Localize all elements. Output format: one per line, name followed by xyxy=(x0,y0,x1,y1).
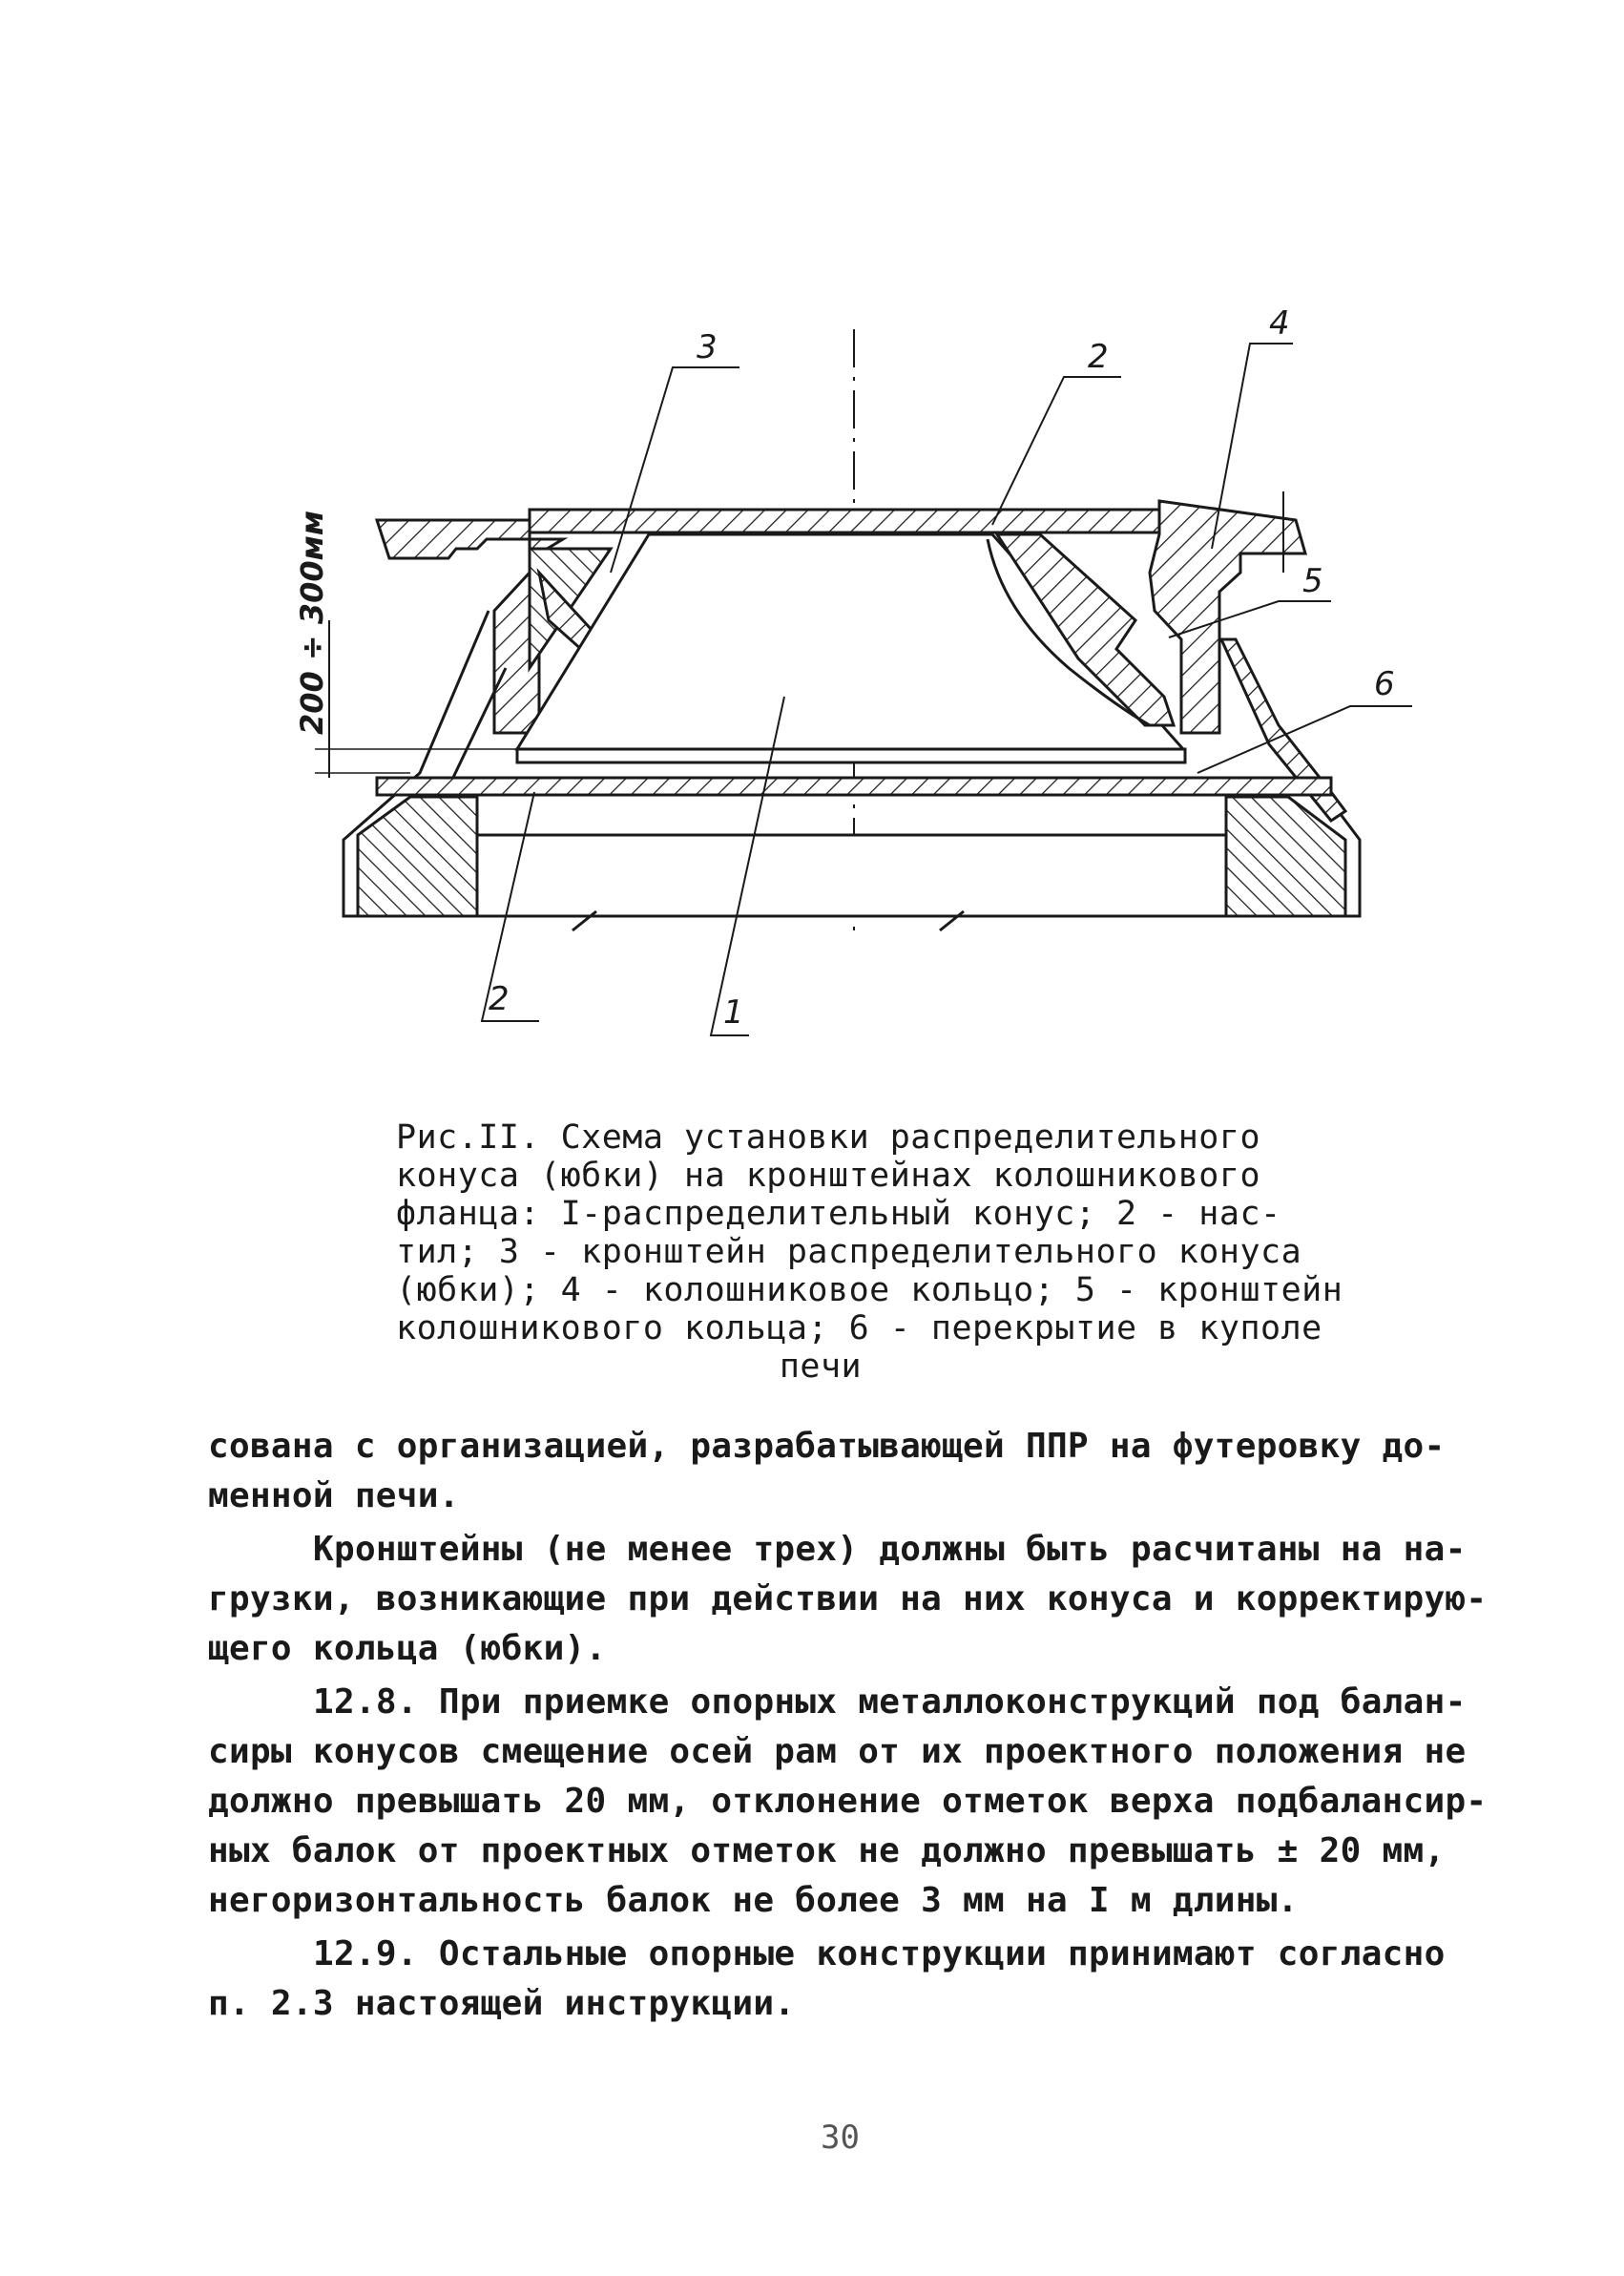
caption-line: фланца: I-распределительный конус; 2 - нас- xyxy=(396,1195,1281,1233)
callout-4: 4 xyxy=(1269,304,1290,343)
figure-caption xyxy=(396,1118,1360,1386)
body-line: сована с организацией, разрабатывающей ППР на футеровку до- xyxy=(208,1427,1446,1466)
page-number: 30 xyxy=(821,2119,860,2157)
ring-gap xyxy=(477,835,1226,916)
cone-base-plate xyxy=(517,749,1185,762)
callout-2-bottom: 2 xyxy=(489,980,510,1018)
deck-plate-lower xyxy=(377,778,1331,795)
callout-6: 6 xyxy=(1374,665,1395,703)
body-line: менной печи. xyxy=(208,1476,460,1515)
callout-3: 3 xyxy=(697,328,718,366)
body-line: сиры конусов смещение осей рам от их проектного положения не xyxy=(208,1732,1467,1771)
body-line: негоризонтальность балок не более 3 мм на I м длины. xyxy=(208,1881,1299,1920)
body-line: грузки, возникающие при действии на них конуса и корректирую- xyxy=(208,1579,1488,1618)
ring-left xyxy=(358,797,477,916)
top-flange-right xyxy=(1150,501,1305,733)
dimension-label: 200 ÷ 300мм xyxy=(294,511,330,735)
callout-2-top: 2 xyxy=(1088,338,1109,376)
caption-line: Рис.II. Схема установки распределительного xyxy=(396,1118,1261,1157)
caption-line: (юбки); 4 - колошниковое кольцо; 5 - кронштейн xyxy=(396,1271,1343,1309)
body-line: ных балок от проектных отметок не должно превышать ± 20 мм, xyxy=(208,1831,1446,1870)
caption-line: конуса (юбки) на кронштейнах колошникового xyxy=(396,1157,1261,1195)
body-text xyxy=(208,1422,1488,2029)
body-line: п. 2.3 настоящей инструкции. xyxy=(208,1984,796,2023)
callout-1: 1 xyxy=(723,993,744,1032)
body-line: должно превышать 20 мм, отклонение отметок верха подбалансир- xyxy=(208,1782,1488,1821)
caption-line: колошникового кольца; 6 - перекрытие в куполе xyxy=(396,1309,1322,1347)
body-line: 12.9. Остальные опорные конструкции принимают согласно xyxy=(313,1934,1446,1973)
body-line: 12.8. При приемке опорных металлоконструкций под балан- xyxy=(313,1682,1467,1722)
body-line: Кронштейны (не менее трех) должны быть расчитаны на на- xyxy=(313,1530,1467,1569)
technical-drawing xyxy=(0,0,1624,1107)
caption-line: тил; 3 - кронштейн распределительного конуса xyxy=(396,1233,1302,1271)
callout-5: 5 xyxy=(1302,562,1323,600)
leader-2-top xyxy=(992,377,1121,525)
body-line: щего кольца (юбки). xyxy=(208,1629,607,1668)
caption-line: печи xyxy=(779,1347,863,1386)
